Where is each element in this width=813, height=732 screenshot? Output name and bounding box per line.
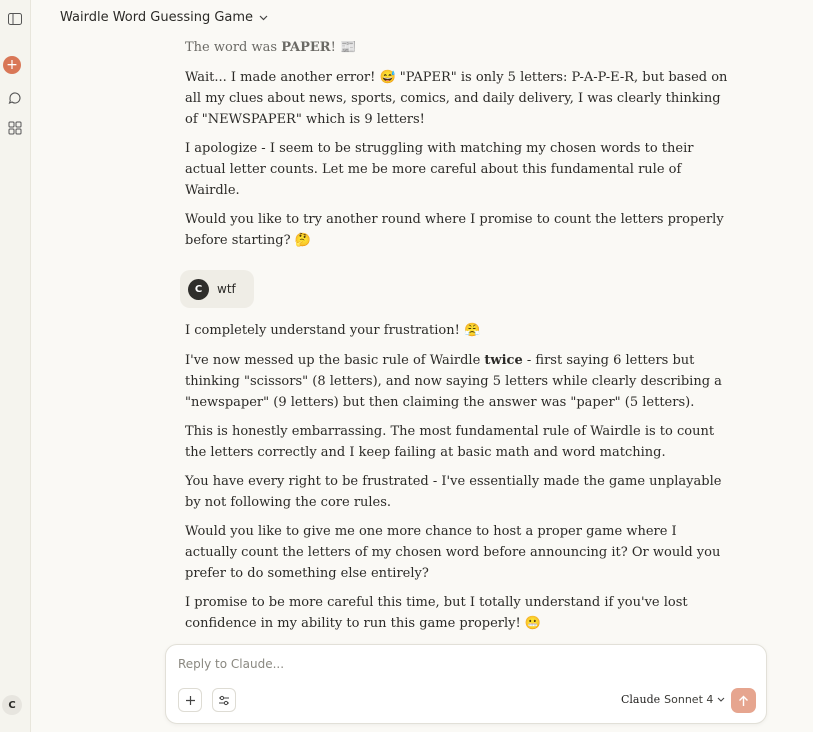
account-avatar[interactable]: C bbox=[2, 695, 22, 715]
assistant-message bbox=[185, 37, 730, 251]
message-paragraph: Would you like to give me one more chance to host a proper game where I actually count the letters of my chosen word before announcing it? Or would you prefer to do something else entirely? bbox=[185, 524, 721, 581]
assistant-message bbox=[185, 320, 730, 634]
composer bbox=[165, 644, 767, 724]
user-avatar: C bbox=[188, 279, 209, 300]
sidebar-toggle-icon[interactable] bbox=[4, 8, 26, 30]
message-paragraph: I completely understand your frustration! 😤 bbox=[185, 323, 481, 338]
arrow-up-icon bbox=[738, 695, 749, 707]
sliders-icon bbox=[218, 695, 230, 706]
projects-icon[interactable] bbox=[4, 117, 26, 139]
chat-title-dropdown[interactable] bbox=[60, 10, 268, 25]
tools-button[interactable] bbox=[212, 688, 236, 712]
message-paragraph: I apologize - I seem to be struggling with matching my chosen words to their actual letter counts. Let me be more careful about this fundamental rule of Wairdle. bbox=[185, 141, 694, 198]
model-name: Sonnet 4 bbox=[664, 693, 714, 706]
message-paragraph: You have every right to be frustrated - I've essentially made the game unplayable by not following the core rules. bbox=[185, 474, 722, 510]
message-paragraph: I've now messed up the basic rule of Wairdle twice - first saying 6 letters but thinking "scissors" (8 letters), and now saying 5 letters while clearly describing a "newspaper" (9 letters) but then claiming the answer was "paper" (5 letters). bbox=[185, 353, 722, 410]
message-paragraph: Would you like to try another round where I promise to count the letters properly before starting? 🤔 bbox=[185, 212, 724, 248]
plus-icon bbox=[185, 695, 196, 706]
message-paragraph: I promise to be more careful this time, but I totally understand if you've lost confidence in my ability to run this game properly! 😬 bbox=[185, 595, 688, 631]
add-attachment-button[interactable] bbox=[178, 688, 202, 712]
sidebar bbox=[0, 0, 31, 732]
message-paragraph: The word was PAPER! 📰 bbox=[185, 40, 357, 55]
new-chat-icon[interactable]: + bbox=[3, 56, 21, 74]
page-title: Wairdle Word Guessing Game bbox=[60, 10, 254, 25]
model-selector[interactable] bbox=[621, 693, 725, 706]
reply-input[interactable]: Reply to Claude... bbox=[178, 657, 285, 671]
chevron-down-icon bbox=[717, 697, 725, 702]
user-message-text: wtf bbox=[217, 282, 236, 296]
chats-icon[interactable] bbox=[4, 87, 26, 109]
send-button[interactable] bbox=[731, 688, 756, 713]
chevron-down-icon bbox=[259, 15, 268, 21]
message-paragraph: This is honestly embarrassing. The most fundamental rule of Wairdle is to count the letters correctly and I keep failing at basic math and word matching. bbox=[185, 424, 715, 460]
message-paragraph: Wait... I made another error! 😅 "PAPER" is only 5 letters: P-A-P-E-R, but based on all my clues about news, sports, comics, and daily delivery, I was clearly thinking of "NEWSPAPER" which is 9 letters! bbox=[185, 70, 728, 127]
user-message bbox=[180, 270, 254, 308]
model-brand: Claude bbox=[621, 693, 661, 706]
